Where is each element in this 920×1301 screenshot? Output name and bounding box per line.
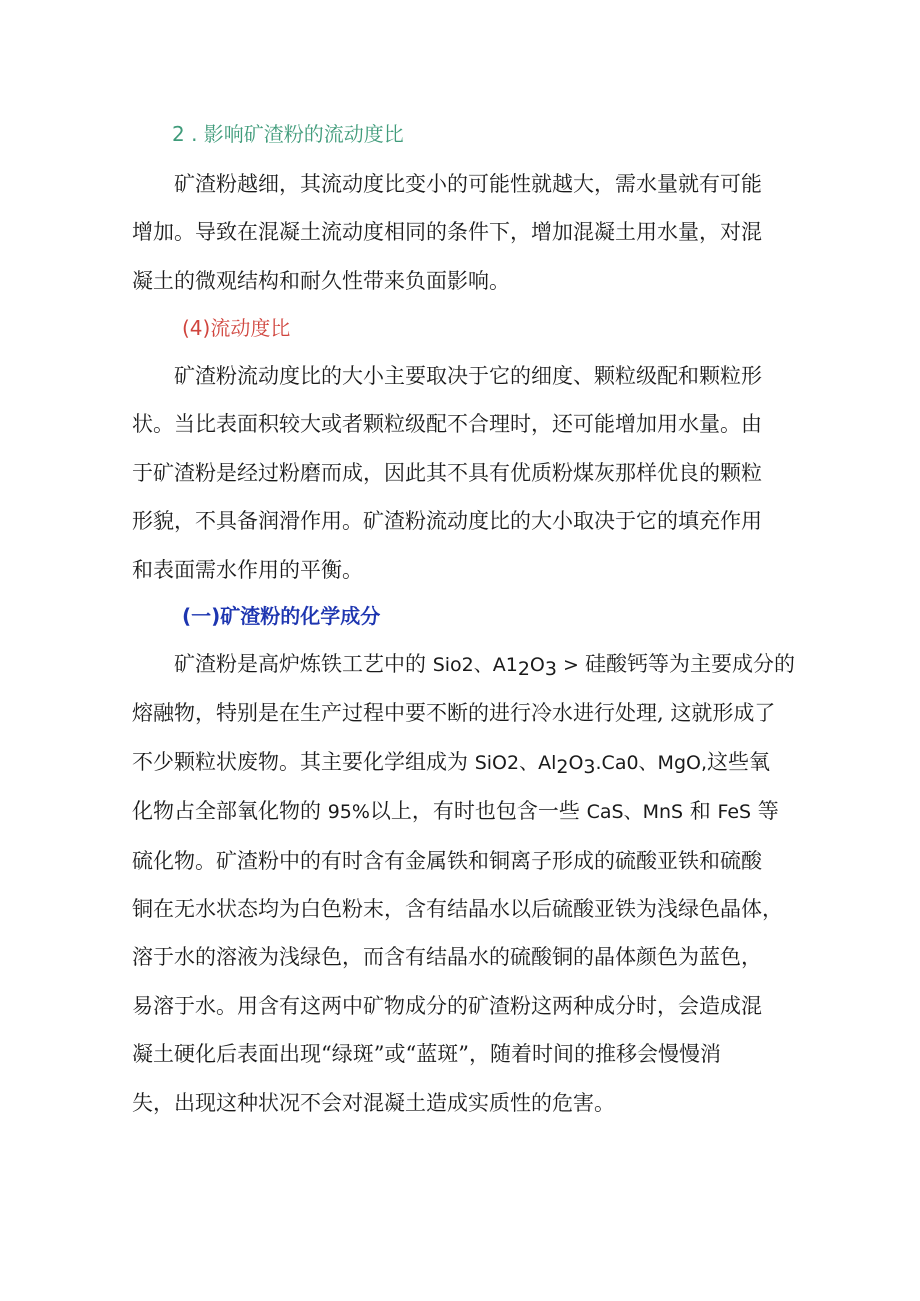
formula-text: CaS、MnS <box>586 801 684 824</box>
text-run: 这些氧 <box>707 749 771 774</box>
text-run: 等 <box>751 799 779 824</box>
text-run: 不少颗粒状废物。其主要化学组成为 <box>132 749 475 774</box>
paragraph-chemical-composition <box>132 640 797 1127</box>
formula-text: > <box>556 654 585 676</box>
paragraph-line: 铜在无水状态均为白色粉末，含有结晶水以后硫酸亚铁为浅绿色晶体， <box>132 897 783 922</box>
section-heading-flow-ratio: (4)流动度比 <box>182 316 291 340</box>
paragraph-line <box>132 640 797 689</box>
paragraph-line: 失，出现这种状况不会对混凝土造成实质性的危害。 <box>132 1090 615 1115</box>
formula-text: SiO2、Al <box>474 751 557 774</box>
paragraph-line <box>132 787 797 836</box>
subscript: 2 <box>556 755 569 778</box>
paragraph-line: 矿渣粉流动度比的大小主要取决于它的细度、颗粒级配和颗粒形 <box>174 364 762 388</box>
paragraph-line <box>132 738 797 787</box>
paragraph-line: 硫化物。矿渣粉中的有时含有金属铁和铜离子形成的硫酸亚铁和硫酸 <box>132 848 762 873</box>
paragraph-fineness-effect <box>132 160 797 305</box>
section-heading-flow-ratio-influence: 2 . 影响矿渣粉的流动度比 <box>172 122 404 146</box>
paragraph-line: 凝土硬化后表面出现“绿斑”或“蓝斑”，随着时间的推移会慢慢消 <box>132 1042 721 1067</box>
paragraph-line: 形貌，不具备润滑作用。矿渣粉流动度比的大小取决于它的填充作用 <box>132 509 762 534</box>
subscript: 3 <box>544 658 557 680</box>
formula-text: 95% <box>327 801 370 824</box>
formula-text: O <box>529 654 545 676</box>
text-run: 以上，有时也包含一些 <box>369 799 587 824</box>
text-run: 矿渣粉是高炉炼铁工艺中的 <box>174 652 433 676</box>
paragraph-line: 状。当比表面积较大或者颗粒级配不合理时，还可能增加用水量。由 <box>132 412 762 437</box>
text-run: 化物占全部氧化物的 <box>132 799 328 824</box>
section-heading-chemical-composition: (一)矿渣粉的化学成分 <box>182 604 381 628</box>
formula-text: FeS <box>717 801 752 824</box>
paragraph-line: 矿渣粉越细，其流动度比变小的可能性就越大，需水量就有可能 <box>174 172 762 196</box>
paragraph-flow-ratio <box>132 352 797 594</box>
text-run: 硅酸钙等为主要成分的 <box>584 652 795 676</box>
paragraph-line: 溶于水的溶液为浅绿色，而含有结晶水的硫酸铜的晶体颜色为蓝色， <box>132 945 762 970</box>
paragraph-line: 和表面需水作用的平衡。 <box>132 557 363 582</box>
subscript: 3 <box>583 755 596 778</box>
paragraph-line: 凝土的微观结构和耐久性带来负面影响。 <box>132 268 510 293</box>
paragraph-line: 熔融物，特别是在生产过程中要不断的进行冷水进行处理, 这就形成了 <box>132 701 776 726</box>
text-run: 和 <box>683 799 718 824</box>
paragraph-line: 易溶于水。用含有这两中矿物成分的矿渣粉这两种成分时，会造成混 <box>132 993 762 1018</box>
paragraph-line: 增加。导致在混凝土流动度相同的条件下，增加混凝土用水量，对混 <box>132 220 762 245</box>
formula-text: O <box>568 751 584 774</box>
formula-text: Sio2、A1 <box>432 654 518 676</box>
subscript: 2 <box>517 658 530 680</box>
paragraph-line: 于矿渣粉是经过粉磨而成，因此其不具有优质粉煤灰那样优良的颗粒 <box>132 460 762 485</box>
formula-text: .Ca0、MgO, <box>595 751 708 774</box>
